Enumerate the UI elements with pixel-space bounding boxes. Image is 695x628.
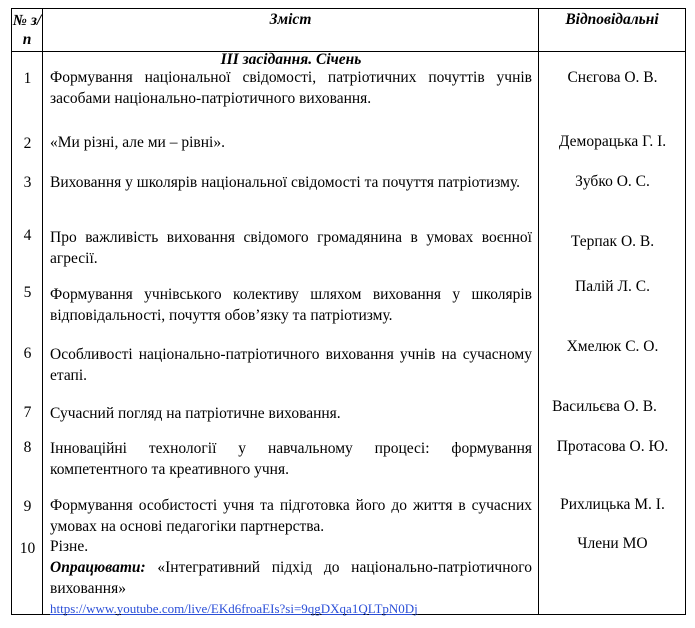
item-number: 8 bbox=[23, 439, 32, 456]
item-person: Хмелюк С. О. bbox=[566, 338, 659, 355]
study-block bbox=[50, 557, 532, 599]
item-person: Рихлицька М. І. bbox=[560, 496, 665, 513]
content-column bbox=[43, 52, 539, 615]
header-responsible: Відповідальні bbox=[539, 9, 686, 52]
responsible-column bbox=[539, 52, 686, 615]
item-number: 10 bbox=[19, 540, 36, 557]
item-number: 2 bbox=[23, 135, 32, 152]
section-title: ІІІ засідання. Січень bbox=[220, 51, 362, 68]
item-text: Різне. bbox=[50, 538, 89, 555]
numbers-column bbox=[12, 52, 43, 615]
item-number: 6 bbox=[23, 345, 32, 362]
item-number: 7 bbox=[23, 404, 32, 421]
item-number: 3 bbox=[23, 174, 32, 191]
item-number: 9 bbox=[23, 498, 32, 515]
item-text: Формування національної свідомості, патріотичних почуттів учнів засобами національно-патріотичного виховання. bbox=[50, 69, 532, 107]
study-label: Опрацювати: bbox=[50, 559, 146, 576]
study-text: «Інтегративний підхід до національно-патріотичного виховання» bbox=[50, 559, 532, 597]
item-number: 1 bbox=[23, 70, 32, 87]
plan-table bbox=[11, 8, 686, 615]
item-number: 5 bbox=[23, 284, 32, 301]
item-person: Терпак О. В. bbox=[570, 233, 655, 250]
item-person: Деморацька Г. І. bbox=[558, 133, 667, 150]
item-text: Формування учнівського колективу шляхом виховання у школярів відповідальності, почуття обов’язку та патріотизму. bbox=[50, 286, 532, 324]
item-person: Зубко О. С. bbox=[575, 173, 650, 190]
item-text: Формування особистості учня та підготовка його до життя в сучасних умовах на основі педагогіки партнерства. bbox=[50, 497, 532, 535]
item-person: Васильєва О. В. bbox=[552, 398, 657, 415]
item-text: Особливості національно-патріотичного виховання учнів на сучасному етапі. bbox=[50, 346, 532, 384]
item-text: Про важливість виховання свідомого громадянина в умовах воєнної агресії. bbox=[50, 229, 532, 267]
youtube-link[interactable]: https://www.youtube.com/live/EKd6froaEIs?si=9qgDXqa1QLTpN0Dj bbox=[50, 601, 418, 616]
item-text: Сучасний погляд на патріотичне виховання. bbox=[50, 405, 341, 422]
item-person: Палій Л. С. bbox=[575, 278, 650, 295]
header-content: Зміст bbox=[43, 9, 539, 52]
item-person: Члени МО bbox=[577, 535, 648, 552]
item-person: Снєгова О. В. bbox=[567, 69, 658, 86]
header-number: № з/п bbox=[12, 9, 43, 52]
item-text: Виховання у школярів національної свідомості та почуття патріотизму. bbox=[50, 174, 521, 191]
item-number: 4 bbox=[23, 227, 32, 244]
item-text: Інноваційні технології у навчальному процесі: формування компетентного та креативного учня. bbox=[50, 440, 532, 478]
item-text: «Ми різні, але ми – рівні». bbox=[50, 134, 225, 151]
item-person: Протасова О. Ю. bbox=[556, 438, 669, 455]
